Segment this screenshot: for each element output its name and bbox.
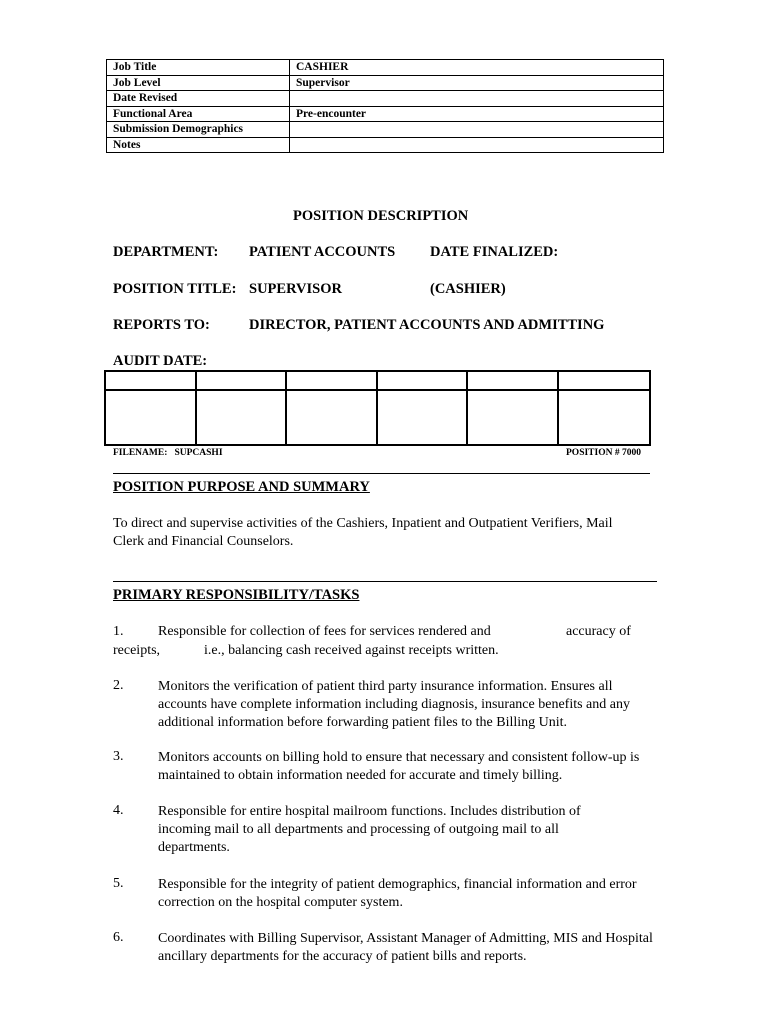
task-text: Monitors accounts on billing hold to ensure that necessary and consistent follow-up is maintained to obtain information needed for accurate and timely billing. [158,750,640,783]
task-number: 4. [113,803,124,818]
audit-cell [197,391,288,444]
tasks-heading: PRIMARY RESPONSIBILITY/TASKS [113,587,360,603]
task-text: Responsible for the integrity of patient demographics, financial information and error correction on the hospital computer system. [158,877,637,910]
audit-cell [468,391,559,444]
task-text: Coordinates with Billing Supervisor, Assistant Manager of Admitting, MIS and Hospital ancillary departments for the accuracy of patient bills and reports. [158,931,653,964]
table-row [107,106,664,122]
job-info-table [106,59,664,153]
meta-label: Submission Demographics [107,122,290,138]
page-title: POSITION DESCRIPTION [293,208,469,224]
audit-cell [106,372,197,391]
table-row [107,60,664,76]
reports-to-value: DIRECTOR, PATIENT ACCOUNTS AND ADMITTING [249,317,605,333]
audit-cell [197,372,288,391]
audit-cell [559,391,650,444]
task-number: 3. [113,749,124,764]
table-row [107,75,664,91]
task-1-line-2-start: receipts, [113,643,161,658]
reports-to-label: REPORTS TO: [113,317,210,333]
meta-label: Notes [107,137,290,153]
meta-value: Pre-encounter [290,106,664,122]
task-number: 5. [113,876,124,891]
meta-label: Job Level [107,75,290,91]
date-finalized-label: DATE FINALIZED: [430,244,559,260]
task-1-line-1-end: accuracy of [566,624,631,639]
meta-value: Supervisor [290,75,664,91]
position-title-value: SUPERVISOR [249,281,342,297]
meta-value [290,137,664,153]
table-row [107,122,664,138]
divider [113,581,657,582]
audit-cell [468,372,559,391]
position-number: POSITION # 7000 [566,448,641,458]
task-text: Monitors the verification of patient third party insurance information. Ensures all accounts have complete information including diagnosis, insurance benefits and any additional information before forwarding patient files to the Billing Unit. [158,679,630,730]
meta-label: Date Revised [107,91,290,107]
divider [113,473,650,474]
purpose-heading: POSITION PURPOSE AND SUMMARY [113,479,370,495]
purpose-line-2: Clerk and Financial Counselors. [113,534,294,549]
position-title-label: POSITION TITLE: [113,281,237,297]
audit-date-grid [104,370,651,446]
position-title-note: (CASHIER) [430,281,506,297]
department-value: PATIENT ACCOUNTS [249,244,396,260]
task-text: Responsible for entire hospital mailroom functions. Includes distribution of incoming mail to all departments and processing of outgoing mail to all departments. [158,804,581,855]
audit-cell [287,372,378,391]
task-1-line-1: Responsible for collection of fees for services rendered and [158,624,491,639]
filename: FILENAME: SUPCASHI [113,448,223,458]
meta-value: CASHIER [290,60,664,76]
table-row [107,91,664,107]
task-number: 6. [113,930,124,945]
table-row [107,137,664,153]
meta-value [290,91,664,107]
task-number: 2. [113,678,124,693]
task-1-line-2: i.e., balancing cash received against receipts written. [204,643,499,658]
audit-cell [378,391,469,444]
department-label: DEPARTMENT: [113,244,219,260]
meta-label: Job Title [107,60,290,76]
meta-value [290,122,664,138]
audit-cell [378,372,469,391]
meta-label: Functional Area [107,106,290,122]
audit-cell [106,391,197,444]
task-number: 1. [113,624,124,639]
audit-cell [559,372,650,391]
audit-date-label: AUDIT DATE: [113,353,208,369]
audit-cell [287,391,378,444]
purpose-line-1: To direct and supervise activities of the Cashiers, Inpatient and Outpatient Verifiers, Mail [113,516,613,531]
